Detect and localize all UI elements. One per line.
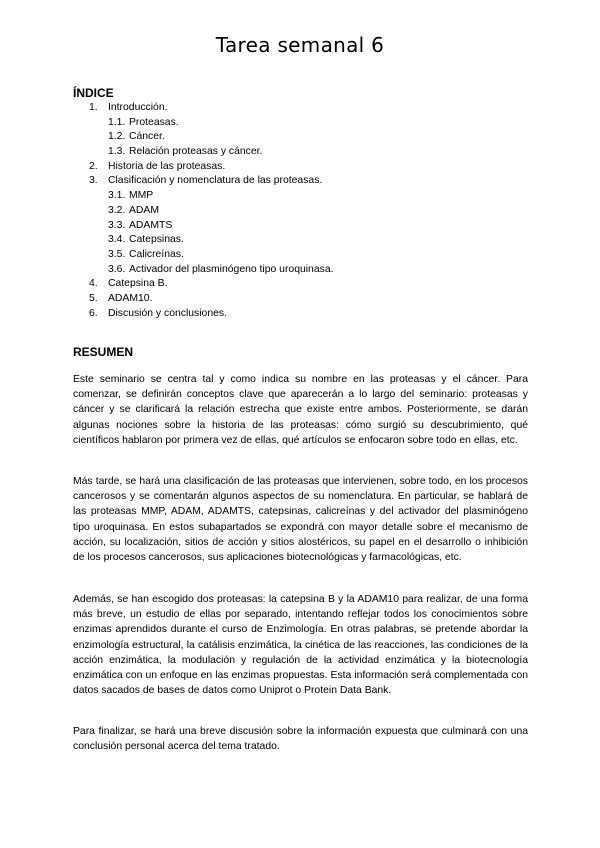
toc-item-label: Catepsinas. xyxy=(129,234,184,246)
summary-paragraph-2: Más tarde, se hará una clasificación de las proteasas que intervienen, sobre todo, en los procesos cancerosos y se comentarán algunos aspectos de su nomenclatura. En particular, se hablará de las proteasas MMP, ADAM, ADAMTS, catepsinas, calicreínas y del activador del plasminógeno tipo uroquinasa. En estos subapartados se expondrá con mayor detalle sobre el mecanismo de acción, su localización, sitios de acción y sitios alostéricos, su papel en el desarrollo o inhibición de los procesos cancerosos, sus aplicaciones biotecnológicas y farmacológicas, etc. xyxy=(73,476,528,564)
toc-item-number: 3.3. xyxy=(108,219,126,231)
toc-item-number: 3.5. xyxy=(108,248,126,260)
toc-item-number: 5. xyxy=(89,292,98,304)
toc-item-number: 3.4. xyxy=(108,234,126,246)
summary-paragraph-3: Además, se han escogido dos proteasas: la catepsina B y la ADAM10 para realizar, de una forma más breve, un estudio de ellas por separado, intentando reflejar todos los conocimientos sobre enzimas aprendidos durante el curso de Enzimología. En otras palabras, se pretende abordar la enzimología estructural, la catálisis enzimática, la cinética de las reacciones, las condiciones de la acción enzimática, la modulación y regulación de la actividad enzimática y la biotecnología enzimática con un enfoque en las enzimas propuestas. Esta información será complementada con datos sacados de bases de datos como Uniprot o Protein Data Bank. xyxy=(73,594,528,697)
page-title: Tarea semanal 6 xyxy=(215,33,385,57)
toc-item xyxy=(73,277,533,292)
toc-item xyxy=(73,307,533,322)
toc-item xyxy=(73,116,533,131)
toc-item-number: 3.6. xyxy=(108,263,126,275)
toc-item-number: 3.2. xyxy=(108,204,126,216)
toc-item xyxy=(73,160,533,175)
toc-item-label: Introducción. xyxy=(108,102,168,113)
toc-item xyxy=(73,233,533,248)
toc-item xyxy=(73,219,533,234)
toc-item-label: Activador del plasminógeno tipo uroquinasa. xyxy=(129,263,334,275)
summary-paragraph-1: Este seminario se centra tal y como indica su nombre en las proteasas y el cáncer. Para comenzar, se definirán conceptos clave que aparecerán a lo largo del seminario: proteasas y cáncer y se clarificará la relación estrecha que existe entre ambos. Posteriormente, se darán algunas nociones sobre la historia de las proteasas: cómo surgió su descubrimiento, qué científicos hablaron por primera vez de ellas, qué artículos se enfocaron sobre todo en ellas, etc. xyxy=(73,374,528,446)
toc-item xyxy=(73,263,533,278)
toc-item-label: Relación proteasas y cáncer. xyxy=(129,146,263,158)
toc-item-label: Calicreínas. xyxy=(129,248,184,260)
table-of-contents xyxy=(73,101,533,321)
toc-item-number: 2. xyxy=(89,160,98,172)
toc-item-number: 1.3. xyxy=(108,146,126,158)
toc-item-number: 1.1. xyxy=(108,116,126,128)
toc-item-number: 6. xyxy=(89,307,98,319)
toc-item-label: Cáncer. xyxy=(129,131,165,143)
toc-item-label: ADAM10. xyxy=(108,292,153,304)
toc-item-number: 1. xyxy=(89,102,98,113)
toc-item-number: 3.1. xyxy=(108,190,126,202)
toc-item xyxy=(73,174,533,189)
toc-item-label: Historia de las proteasas. xyxy=(108,160,226,172)
toc-item-number: 3. xyxy=(89,175,98,187)
toc-item-number: 4. xyxy=(89,278,98,290)
toc-item xyxy=(73,145,533,160)
toc-item-label: ADAMTS xyxy=(129,219,173,231)
toc-item-number: 1.2. xyxy=(108,131,126,143)
toc-item xyxy=(73,292,533,307)
toc-item-label: ADAM xyxy=(129,204,160,216)
summary-heading: RESUMEN xyxy=(73,345,134,359)
toc-item-label: Catepsina B. xyxy=(108,278,168,290)
toc-item-label: MMP xyxy=(129,190,154,202)
toc-item xyxy=(73,189,533,204)
summary-paragraph-4: Para finalizar, se hará una breve discusión sobre la información expuesta que culminará con una conclusión personal acerca del tema tratado. xyxy=(73,726,528,753)
index-heading: ÍNDICE xyxy=(73,86,114,100)
toc-item xyxy=(73,130,533,145)
toc-item xyxy=(73,101,533,116)
toc-item xyxy=(73,248,533,263)
toc-item-label: Clasificación y nomenclatura de las proteasas. xyxy=(108,175,323,187)
toc-item-label: Discusión y conclusiones. xyxy=(108,307,227,319)
toc-item-label: Proteasas. xyxy=(129,116,179,128)
toc-item xyxy=(73,204,533,219)
